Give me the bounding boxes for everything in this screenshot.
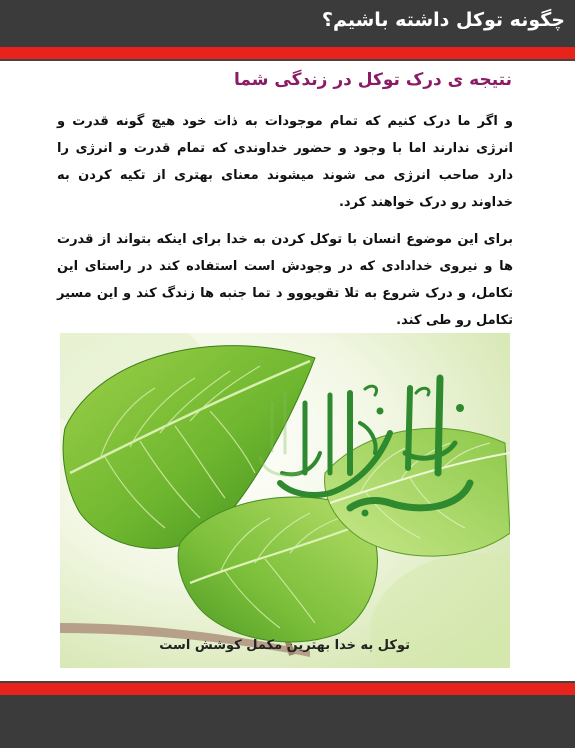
page-title: چگونه توکل داشته باشیم؟ — [321, 9, 565, 31]
bottom-red-stripe — [0, 683, 575, 695]
top-red-stripe — [0, 47, 575, 59]
top-divider — [0, 59, 575, 61]
footer-bar — [0, 695, 575, 748]
image-caption: توکل به خدا بهترین مکمل کوشش است — [159, 638, 410, 653]
paragraph-2: برای این موضوع انسان با توکل کردن به خدا برای اینکه بتواند از قدرت ها و نیروی خدادادی که در وجودش است استفاده کند در راستای این تکامل، و درک شروع به تلا تقویووو د تما جنبه ها زندگ کند و این مسیر تکامل رو طی کند. — [57, 232, 513, 328]
section-title: نتیجه ی درک توکل در زندگی شما — [233, 70, 512, 90]
tawakkul-leaf-image — [60, 333, 510, 668]
header-bar — [0, 0, 575, 47]
paragraph-1: و اگر ما درک کنیم که تمام موجودات به ذات خود هیچ گونه قدرت و انرژی ندارند اما با وجود و حضور خداوندی که تمام قدرت و انرژی را دارد صاحب انرژی می شوند میشوند معنای بهتری از تکیه کردن به خداوند رو درک خواهند کرد. — [57, 114, 513, 210]
leaf-illustration — [60, 333, 510, 668]
